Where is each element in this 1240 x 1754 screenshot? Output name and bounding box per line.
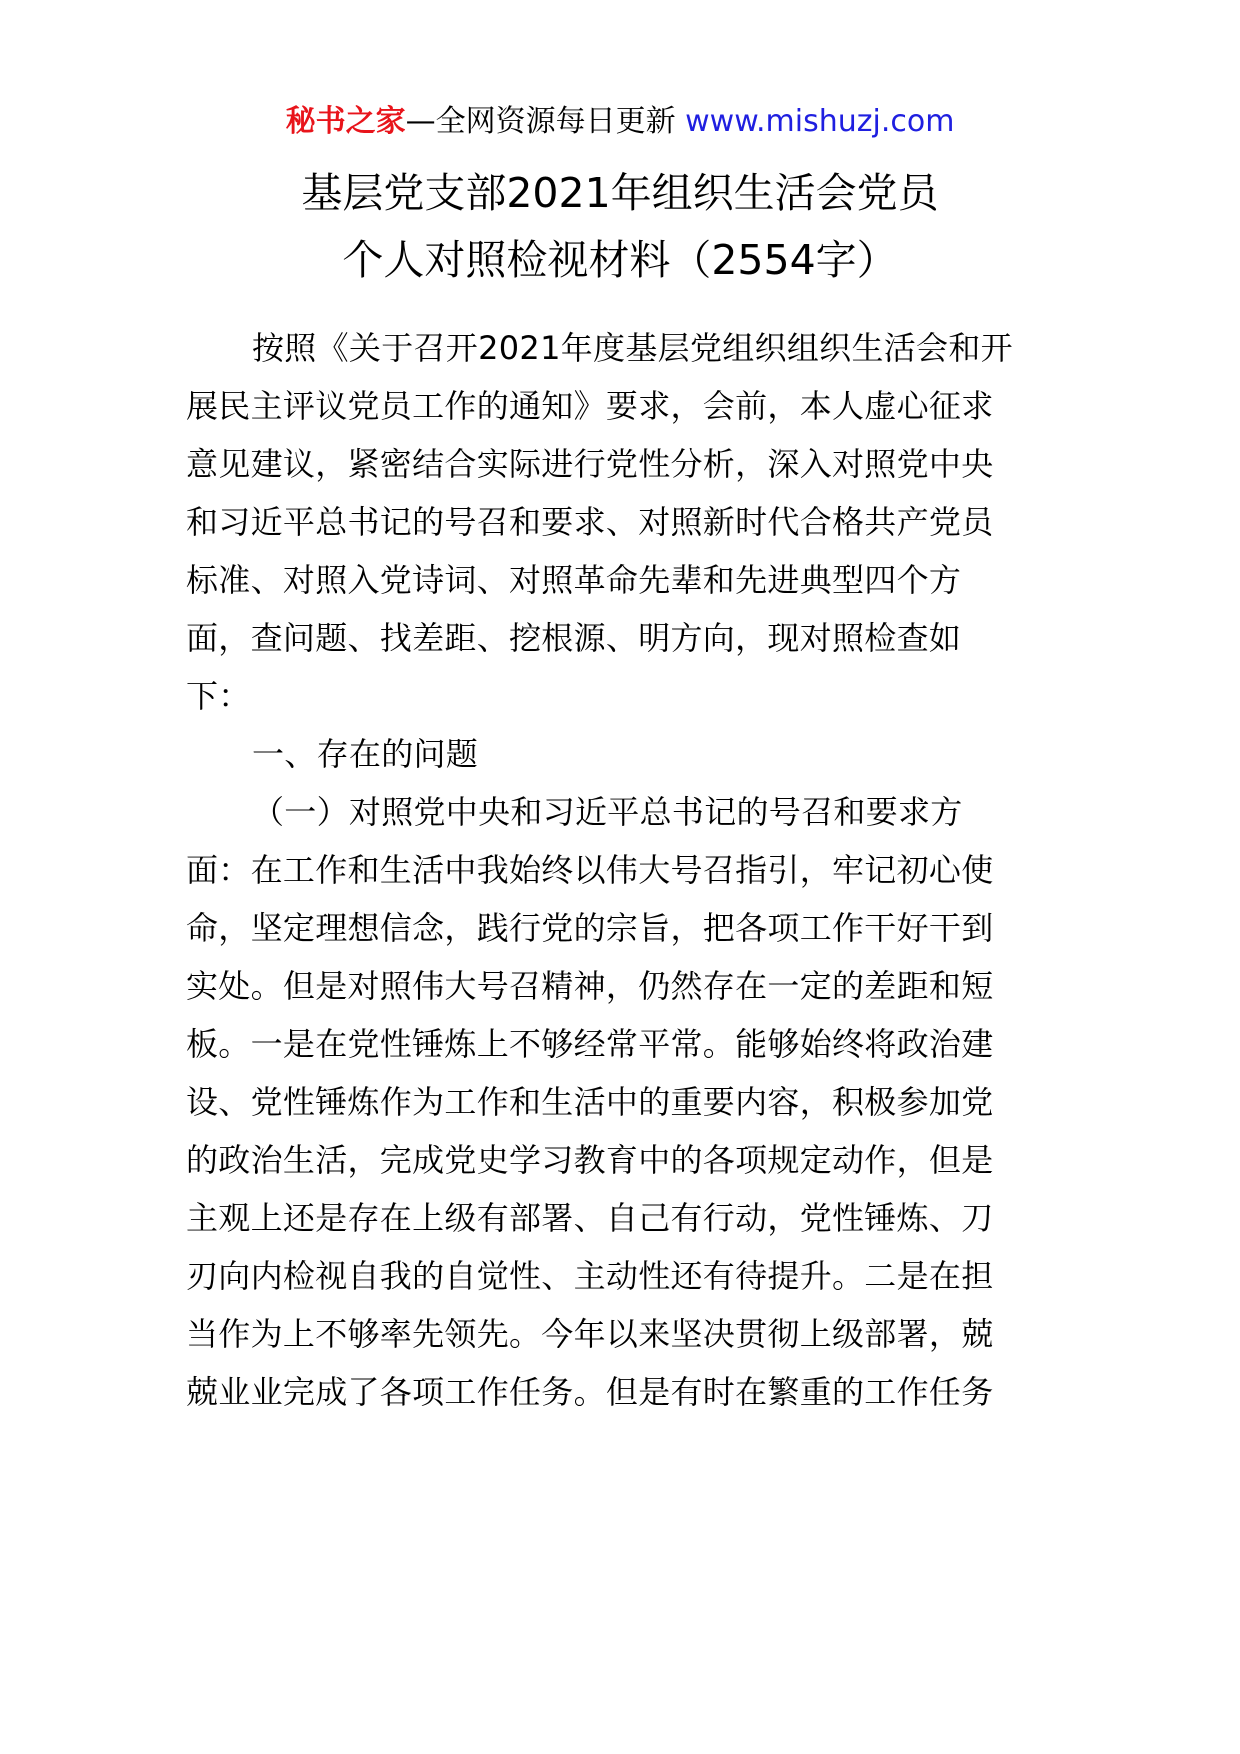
body-text-line: 主观上还是存在上级有部署、自己有行动，党性锤炼、刀 (186, 1199, 994, 1237)
body-text-line: 展民主评议党员工作的通知》要求，会前，本人虚心征求 (186, 387, 994, 425)
site-url-link[interactable]: www.mishuzj.com (685, 104, 955, 139)
body-text-line: 面，查问题、找差距、挖根源、明方向，现对照检查如 (186, 619, 962, 657)
body-text-line: 意见建议，紧密结合实际进行党性分析，深入对照党中央 (186, 445, 994, 483)
body-text-line: 和习近平总书记的号召和要求、对照新时代合格共产党员 (186, 503, 994, 541)
body-text-line: 按照《关于召开2021年度基层党组织组织生活会和开 (252, 329, 1013, 367)
body-text-line: 下： (186, 677, 251, 715)
body-text-line: 标准、对照入党诗词、对照革命先辈和先进典型四个方 (186, 561, 962, 599)
body-text-line: 的政治生活，完成党史学习教育中的各项规定动作，但是 (186, 1141, 994, 1179)
section-heading: 一、存在的问题 (252, 735, 479, 773)
body-text-line: 当作为上不够率先领先。今年以来坚决贯彻上级部署，兢 (186, 1315, 994, 1353)
body-text-line: 板。一是在党性锤炼上不够经常平常。能够始终将政治建 (186, 1025, 994, 1063)
document-title-line-2: 个人对照检视材料（2554字） (342, 236, 898, 284)
document-title-line-1: 基层党支部2021年组织生活会党员 (301, 169, 939, 217)
body-text-line: 刃向内检视自我的自觉性、主动性还有待提升。二是在担 (186, 1257, 994, 1295)
page-header (0, 100, 1240, 144)
body-text-line: （一）对照党中央和习近平总书记的号召和要求方 (252, 793, 963, 831)
body-text-line: 设、党性锤炼作为工作和生活中的重要内容，积极参加党 (186, 1083, 994, 1121)
body-text-line: 兢业业完成了各项工作任务。但是有时在繁重的工作任务 (186, 1373, 994, 1411)
body-text-line: 实处。但是对照伟大号召精神，仍然存在一定的差距和短 (186, 967, 994, 1005)
body-text-line: 命，坚定理想信念，践行党的宗旨，把各项工作干好干到 (186, 909, 994, 947)
brand-name: 秘书之家 (285, 104, 406, 139)
body-text-line: 面：在工作和生活中我始终以伟大号召指引，牢记初心使 (186, 851, 994, 889)
header-tagline: —全网资源每日更新 (405, 104, 686, 139)
